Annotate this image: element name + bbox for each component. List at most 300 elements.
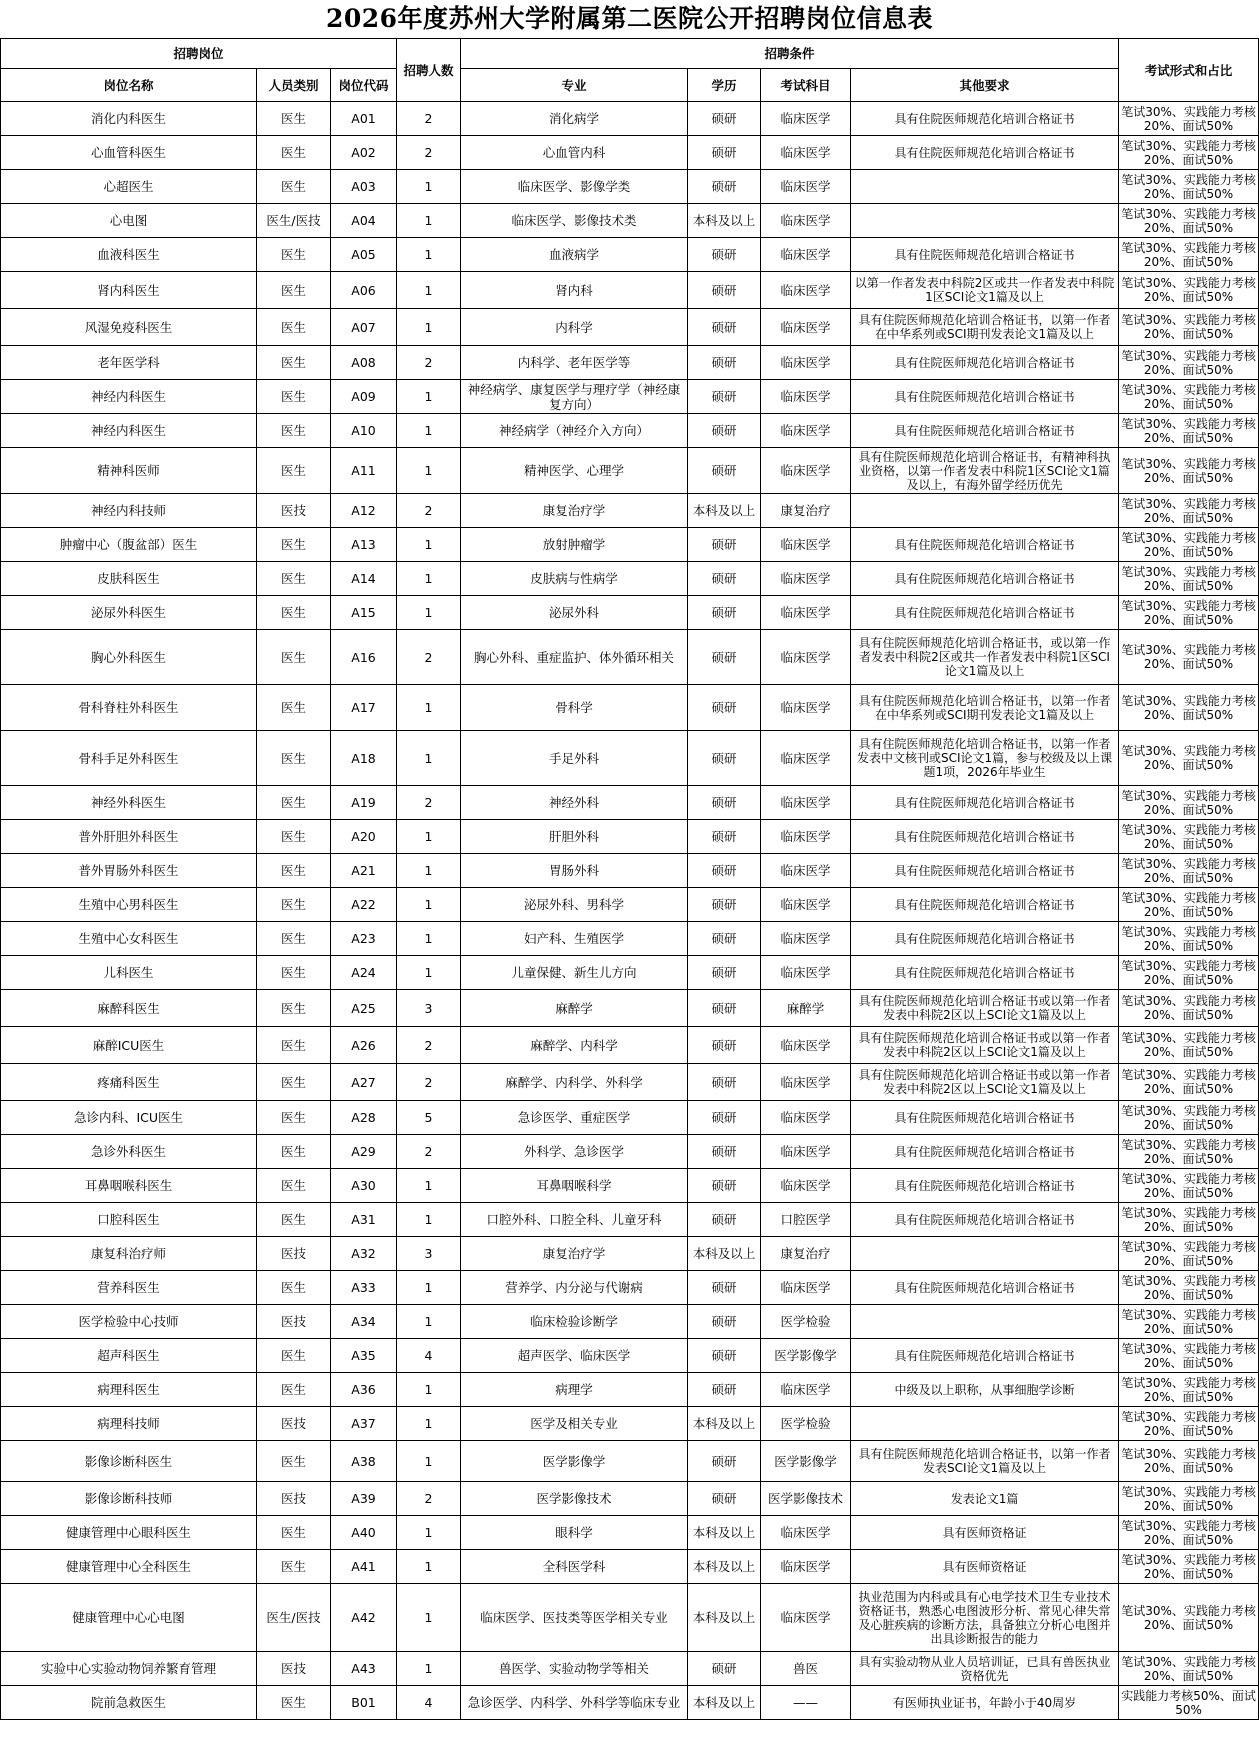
table-row: [1, 448, 1259, 494]
cell-major: 神经病学、康复医学与理疗学（神经康复方向）: [461, 380, 688, 414]
table-row: [1, 1135, 1259, 1169]
cell-exam-subject: 临床医学: [761, 528, 851, 562]
cell-degree: 硕研: [688, 1482, 761, 1516]
table-row: [1, 1407, 1259, 1441]
cell-exam-form: 笔试30%、实践能力考核20%、面试50%: [1119, 1169, 1259, 1203]
cell-other-requirements: 具有医师资格证: [851, 1550, 1119, 1584]
cell-staff-type: 医生: [257, 346, 331, 380]
table-row: [1, 1339, 1259, 1373]
cell-post-code: A11: [331, 448, 397, 494]
table-row: [1, 1441, 1259, 1482]
cell-other-requirements: 具有住院医师规范化培训合格证书: [851, 922, 1119, 956]
cell-degree: 硕研: [688, 1441, 761, 1482]
cell-other-requirements: 具有住院医师规范化培训合格证书: [851, 888, 1119, 922]
cell-count: 1: [397, 528, 461, 562]
cell-staff-type: 医生/医技: [257, 204, 331, 238]
header-group-post: 招聘岗位: [1, 39, 397, 69]
cell-count: 1: [397, 922, 461, 956]
cell-staff-type: 医生: [257, 1339, 331, 1373]
table-row: [1, 272, 1259, 309]
cell-post-name: 麻醉ICU医生: [1, 1027, 257, 1064]
cell-major: 医学影像技术: [461, 1482, 688, 1516]
table-row: [1, 854, 1259, 888]
cell-staff-type: 医生: [257, 990, 331, 1027]
cell-post-name: 心血管科医生: [1, 136, 257, 170]
cell-exam-subject: 康复治疗: [761, 494, 851, 528]
cell-exam-form: 笔试30%、实践能力考核20%、面试50%: [1119, 102, 1259, 136]
cell-staff-type: 医生: [257, 272, 331, 309]
cell-staff-type: 医生: [257, 1686, 331, 1720]
cell-exam-form: 笔试30%、实践能力考核20%、面试50%: [1119, 238, 1259, 272]
cell-exam-subject: 临床医学: [761, 820, 851, 854]
cell-degree: 硕研: [688, 272, 761, 309]
cell-count: 1: [397, 1271, 461, 1305]
cell-exam-subject: 医学影像学: [761, 1339, 851, 1373]
cell-post-name: 泌尿外科医生: [1, 596, 257, 630]
cell-count: 1: [397, 1373, 461, 1407]
cell-major: 妇产科、生殖医学: [461, 922, 688, 956]
cell-other-requirements: 具有住院医师规范化培训合格证书: [851, 820, 1119, 854]
cell-staff-type: 医生: [257, 1169, 331, 1203]
cell-exam-subject: 临床医学: [761, 309, 851, 346]
cell-exam-form: 笔试30%、实践能力考核20%、面试50%: [1119, 685, 1259, 731]
cell-exam-subject: 临床医学: [761, 204, 851, 238]
cell-exam-subject: 临床医学: [761, 854, 851, 888]
cell-count: 1: [397, 238, 461, 272]
cell-degree: 硕研: [688, 238, 761, 272]
cell-exam-subject: 临床医学: [761, 731, 851, 786]
cell-other-requirements: 以第一作者发表中科院2区或共一作者发表中科院1区SCI论文1篇及以上: [851, 272, 1119, 309]
cell-staff-type: 医生: [257, 136, 331, 170]
cell-staff-type: 医生: [257, 380, 331, 414]
cell-degree: 本科及以上: [688, 1407, 761, 1441]
cell-staff-type: 医生: [257, 1441, 331, 1482]
cell-major: 血液病学: [461, 238, 688, 272]
cell-major: 神经病学（神经介入方向）: [461, 414, 688, 448]
cell-post-name: 健康管理中心心电图: [1, 1584, 257, 1652]
cell-count: 1: [397, 1441, 461, 1482]
cell-degree: 硕研: [688, 448, 761, 494]
cell-post-code: A26: [331, 1027, 397, 1064]
cell-other-requirements: 具有医师资格证: [851, 1516, 1119, 1550]
cell-post-name: 心电图: [1, 204, 257, 238]
cell-major: 兽医学、实验动物学等相关: [461, 1652, 688, 1686]
cell-exam-form: 笔试30%、实践能力考核20%、面试50%: [1119, 380, 1259, 414]
cell-exam-form: 笔试30%、实践能力考核20%、面试50%: [1119, 888, 1259, 922]
cell-count: 1: [397, 854, 461, 888]
cell-post-code: A42: [331, 1584, 397, 1652]
cell-post-name: 营养科医生: [1, 1271, 257, 1305]
table-header: [1, 39, 1259, 102]
cell-staff-type: 医生: [257, 820, 331, 854]
cell-exam-form: 笔试30%、实践能力考核20%、面试50%: [1119, 136, 1259, 170]
cell-other-requirements: 具有住院医师规范化培训合格证书: [851, 238, 1119, 272]
cell-major: 精神医学、心理学: [461, 448, 688, 494]
cell-degree: 硕研: [688, 685, 761, 731]
cell-post-code: A10: [331, 414, 397, 448]
cell-staff-type: 医生: [257, 170, 331, 204]
cell-degree: 硕研: [688, 1135, 761, 1169]
cell-count: 1: [397, 1584, 461, 1652]
cell-post-name: 急诊内科、ICU医生: [1, 1101, 257, 1135]
cell-exam-subject: 兽医: [761, 1652, 851, 1686]
cell-post-code: A19: [331, 786, 397, 820]
cell-post-name: 胸心外科医生: [1, 630, 257, 685]
cell-staff-type: 医生: [257, 1516, 331, 1550]
cell-major: 麻醉学: [461, 990, 688, 1027]
cell-degree: 硕研: [688, 1169, 761, 1203]
cell-exam-subject: 临床医学: [761, 414, 851, 448]
table-row: [1, 786, 1259, 820]
cell-exam-form: 笔试30%、实践能力考核20%、面试50%: [1119, 1027, 1259, 1064]
cell-major: 消化病学: [461, 102, 688, 136]
cell-degree: 硕研: [688, 1373, 761, 1407]
cell-count: 1: [397, 1550, 461, 1584]
cell-major: 病理学: [461, 1373, 688, 1407]
cell-degree: 硕研: [688, 1652, 761, 1686]
cell-post-name: 疼痛科医生: [1, 1064, 257, 1101]
table-row: [1, 204, 1259, 238]
cell-post-name: 健康管理中心眼科医生: [1, 1516, 257, 1550]
cell-staff-type: 医生: [257, 562, 331, 596]
cell-exam-subject: 临床医学: [761, 562, 851, 596]
cell-exam-subject: 临床医学: [761, 1135, 851, 1169]
table-row: [1, 888, 1259, 922]
cell-other-requirements: 具有住院医师规范化培训合格证书: [851, 1135, 1119, 1169]
table-row: [1, 922, 1259, 956]
cell-other-requirements: 具有住院医师规范化培训合格证书: [851, 136, 1119, 170]
cell-post-name: 普外胃肠外科医生: [1, 854, 257, 888]
cell-post-code: A37: [331, 1407, 397, 1441]
table-row: [1, 596, 1259, 630]
cell-degree: 硕研: [688, 1027, 761, 1064]
cell-degree: 硕研: [688, 990, 761, 1027]
cell-exam-form: 笔试30%、实践能力考核20%、面试50%: [1119, 1064, 1259, 1101]
cell-post-code: A25: [331, 990, 397, 1027]
cell-count: 1: [397, 448, 461, 494]
cell-post-code: A34: [331, 1305, 397, 1339]
cell-post-code: A13: [331, 528, 397, 562]
cell-major: 临床医学、医技类等医学相关专业: [461, 1584, 688, 1652]
cell-staff-type: 医技: [257, 1482, 331, 1516]
cell-exam-form: 笔试30%、实践能力考核20%、面试50%: [1119, 1373, 1259, 1407]
cell-exam-form: 实践能力考核50%、面试50%: [1119, 1686, 1259, 1720]
table-row: [1, 630, 1259, 685]
cell-exam-subject: 临床医学: [761, 346, 851, 380]
cell-exam-form: 笔试30%、实践能力考核20%、面试50%: [1119, 1237, 1259, 1271]
cell-major: 眼科学: [461, 1516, 688, 1550]
cell-exam-form: 笔试30%、实践能力考核20%、面试50%: [1119, 1101, 1259, 1135]
cell-other-requirements: 具有住院医师规范化培训合格证书: [851, 786, 1119, 820]
cell-count: 1: [397, 380, 461, 414]
table-row: [1, 1064, 1259, 1101]
cell-major: 全科医学科: [461, 1550, 688, 1584]
table-row: [1, 731, 1259, 786]
cell-other-requirements: 具有住院医师规范化培训合格证书，有精神科执业资格，以第一作者发表中科院1区SCI论文1篇及以上，有海外留学经历优先: [851, 448, 1119, 494]
cell-post-code: A31: [331, 1203, 397, 1237]
cell-exam-subject: 临床医学: [761, 1027, 851, 1064]
cell-exam-form: 笔试30%、实践能力考核20%、面试50%: [1119, 1516, 1259, 1550]
cell-exam-subject: 康复治疗: [761, 1237, 851, 1271]
cell-major: 手足外科: [461, 731, 688, 786]
cell-post-name: 普外肝胆外科医生: [1, 820, 257, 854]
table-row: [1, 1237, 1259, 1271]
table-row: [1, 956, 1259, 990]
cell-major: 急诊医学、重症医学: [461, 1101, 688, 1135]
cell-other-requirements: 具有住院医师规范化培训合格证书或以第一作者发表中科院2区以上SCI论文1篇及以上: [851, 1027, 1119, 1064]
cell-exam-form: 笔试30%、实践能力考核20%、面试50%: [1119, 1271, 1259, 1305]
cell-post-name: 病理科医生: [1, 1373, 257, 1407]
cell-post-name: 老年医学科: [1, 346, 257, 380]
cell-exam-subject: 临床医学: [761, 170, 851, 204]
cell-post-code: A01: [331, 102, 397, 136]
cell-staff-type: 医生: [257, 888, 331, 922]
cell-exam-form: 笔试30%、实践能力考核20%、面试50%: [1119, 346, 1259, 380]
cell-degree: 本科及以上: [688, 204, 761, 238]
cell-exam-form: 笔试30%、实践能力考核20%、面试50%: [1119, 448, 1259, 494]
table-row: [1, 136, 1259, 170]
cell-exam-form: 笔试30%、实践能力考核20%、面试50%: [1119, 309, 1259, 346]
cell-count: 4: [397, 1686, 461, 1720]
cell-major: 急诊医学、内科学、外科学等临床专业: [461, 1686, 688, 1720]
cell-count: 1: [397, 731, 461, 786]
table-row: [1, 1203, 1259, 1237]
cell-exam-subject: 临床医学: [761, 596, 851, 630]
cell-exam-form: 笔试30%、实践能力考核20%、面试50%: [1119, 562, 1259, 596]
cell-count: 3: [397, 990, 461, 1027]
cell-exam-subject: 临床医学: [761, 1101, 851, 1135]
cell-post-name: 消化内科医生: [1, 102, 257, 136]
cell-staff-type: 医生: [257, 102, 331, 136]
cell-exam-form: 笔试30%、实践能力考核20%、面试50%: [1119, 1550, 1259, 1584]
cell-major: 超声医学、临床医学: [461, 1339, 688, 1373]
cell-other-requirements: 具有住院医师规范化培训合格证书或以第一作者发表中科院2区以上SCI论文1篇及以上: [851, 990, 1119, 1027]
cell-other-requirements: 具有住院医师规范化培训合格证书: [851, 102, 1119, 136]
cell-other-requirements: [851, 204, 1119, 238]
cell-major: 口腔外科、口腔全科、儿童牙科: [461, 1203, 688, 1237]
cell-exam-subject: 口腔医学: [761, 1203, 851, 1237]
cell-degree: 本科及以上: [688, 1550, 761, 1584]
cell-other-requirements: 具有实验动物从业人员培训证，已具有兽医执业资格优先: [851, 1652, 1119, 1686]
table-row: [1, 238, 1259, 272]
cell-exam-form: 笔试30%、实践能力考核20%、面试50%: [1119, 170, 1259, 204]
cell-exam-subject: 临床医学: [761, 888, 851, 922]
cell-exam-subject: 临床医学: [761, 1064, 851, 1101]
header-post-name: 岗位名称: [1, 69, 257, 102]
cell-degree: 硕研: [688, 854, 761, 888]
cell-major: 内科学: [461, 309, 688, 346]
cell-post-code: A20: [331, 820, 397, 854]
cell-major: 内科学、老年医学等: [461, 346, 688, 380]
cell-count: 1: [397, 170, 461, 204]
cell-degree: 硕研: [688, 309, 761, 346]
cell-post-code: A04: [331, 204, 397, 238]
cell-degree: 硕研: [688, 1101, 761, 1135]
cell-exam-form: 笔试30%、实践能力考核20%、面试50%: [1119, 990, 1259, 1027]
cell-count: 1: [397, 888, 461, 922]
cell-post-name: 生殖中心男科医生: [1, 888, 257, 922]
table-row: [1, 1652, 1259, 1686]
cell-count: 2: [397, 494, 461, 528]
cell-exam-form: 笔试30%、实践能力考核20%、面试50%: [1119, 414, 1259, 448]
cell-degree: 硕研: [688, 956, 761, 990]
cell-post-code: A14: [331, 562, 397, 596]
cell-staff-type: 医生: [257, 414, 331, 448]
cell-post-code: A43: [331, 1652, 397, 1686]
cell-major: 胃肠外科: [461, 854, 688, 888]
cell-count: 1: [397, 596, 461, 630]
table-row: [1, 1305, 1259, 1339]
cell-staff-type: 医生: [257, 630, 331, 685]
cell-staff-type: 医生/医技: [257, 1584, 331, 1652]
cell-count: 2: [397, 1027, 461, 1064]
cell-major: 骨科学: [461, 685, 688, 731]
table-row: [1, 1373, 1259, 1407]
cell-staff-type: 医生: [257, 1550, 331, 1584]
cell-major: 肝胆外科: [461, 820, 688, 854]
cell-post-name: 医学检验中心技师: [1, 1305, 257, 1339]
cell-other-requirements: 具有住院医师规范化培训合格证书或以第一作者发表中科院2区以上SCI论文1篇及以上: [851, 1064, 1119, 1101]
cell-exam-form: 笔试30%、实践能力考核20%、面试50%: [1119, 922, 1259, 956]
cell-count: 1: [397, 204, 461, 238]
cell-post-name: 康复科治疗师: [1, 1237, 257, 1271]
cell-major: 神经外科: [461, 786, 688, 820]
cell-major: 皮肤病与性病学: [461, 562, 688, 596]
cell-post-name: 影像诊断科医生: [1, 1441, 257, 1482]
cell-staff-type: 医生: [257, 786, 331, 820]
cell-staff-type: 医生: [257, 1271, 331, 1305]
cell-major: 医学影像学: [461, 1441, 688, 1482]
cell-exam-form: 笔试30%、实践能力考核20%、面试50%: [1119, 1407, 1259, 1441]
cell-count: 4: [397, 1339, 461, 1373]
cell-other-requirements: [851, 1237, 1119, 1271]
cell-other-requirements: 具有住院医师规范化培训合格证书: [851, 1271, 1119, 1305]
cell-count: 2: [397, 1064, 461, 1101]
cell-post-name: 急诊外科医生: [1, 1135, 257, 1169]
cell-staff-type: 医生: [257, 922, 331, 956]
cell-staff-type: 医技: [257, 494, 331, 528]
cell-post-code: A05: [331, 238, 397, 272]
cell-exam-subject: 临床医学: [761, 630, 851, 685]
cell-post-code: A30: [331, 1169, 397, 1203]
table-row: [1, 562, 1259, 596]
cell-major: 临床检验诊断学: [461, 1305, 688, 1339]
cell-other-requirements: 具有住院医师规范化培训合格证书: [851, 528, 1119, 562]
cell-exam-subject: 临床医学: [761, 136, 851, 170]
cell-exam-subject: 临床医学: [761, 102, 851, 136]
cell-other-requirements: 具有住院医师规范化培训合格证书，以第一作者在中华系列或SCI期刊发表论文1篇及以上: [851, 685, 1119, 731]
header-major: 专业: [461, 69, 688, 102]
cell-exam-subject: 临床医学: [761, 238, 851, 272]
header-post-code: 岗位代码: [331, 69, 397, 102]
table-row: [1, 1169, 1259, 1203]
cell-post-code: A32: [331, 1237, 397, 1271]
cell-degree: 硕研: [688, 562, 761, 596]
table-row: [1, 685, 1259, 731]
cell-exam-subject: 医学检验: [761, 1305, 851, 1339]
table-row: [1, 990, 1259, 1027]
cell-degree: 本科及以上: [688, 1516, 761, 1550]
cell-post-name: 耳鼻咽喉科医生: [1, 1169, 257, 1203]
cell-degree: 硕研: [688, 346, 761, 380]
cell-post-code: A02: [331, 136, 397, 170]
cell-post-code: A15: [331, 596, 397, 630]
cell-degree: 硕研: [688, 922, 761, 956]
cell-exam-subject: 临床医学: [761, 922, 851, 956]
cell-exam-form: 笔试30%、实践能力考核20%、面试50%: [1119, 272, 1259, 309]
cell-other-requirements: 具有住院医师规范化培训合格证书: [851, 854, 1119, 888]
cell-exam-subject: 临床医学: [761, 1169, 851, 1203]
table-row: [1, 309, 1259, 346]
cell-staff-type: 医生: [257, 309, 331, 346]
cell-other-requirements: 具有住院医师规范化培训合格证书: [851, 1169, 1119, 1203]
table-row: [1, 170, 1259, 204]
cell-count: 2: [397, 1135, 461, 1169]
cell-staff-type: 医生: [257, 956, 331, 990]
cell-post-code: A17: [331, 685, 397, 731]
table-row: [1, 1584, 1259, 1652]
cell-count: 1: [397, 685, 461, 731]
cell-post-code: A03: [331, 170, 397, 204]
cell-count: 1: [397, 1516, 461, 1550]
cell-major: 麻醉学、内科学、外科学: [461, 1064, 688, 1101]
cell-degree: 本科及以上: [688, 1237, 761, 1271]
cell-post-name: 神经外科医生: [1, 786, 257, 820]
cell-major: 医学及相关专业: [461, 1407, 688, 1441]
cell-exam-subject: 临床医学: [761, 1373, 851, 1407]
header-group-conditions: 招聘条件: [461, 39, 1119, 69]
cell-post-code: A24: [331, 956, 397, 990]
cell-other-requirements: 具有住院医师规范化培训合格证书: [851, 562, 1119, 596]
cell-exam-form: 笔试30%、实践能力考核20%、面试50%: [1119, 1482, 1259, 1516]
cell-post-name: 影像诊断科技师: [1, 1482, 257, 1516]
cell-major: 营养学、内分泌与代谢病: [461, 1271, 688, 1305]
cell-staff-type: 医生: [257, 731, 331, 786]
cell-post-code: A33: [331, 1271, 397, 1305]
cell-post-code: A16: [331, 630, 397, 685]
cell-post-code: A35: [331, 1339, 397, 1373]
table-row: [1, 820, 1259, 854]
cell-exam-subject: 临床医学: [761, 272, 851, 309]
cell-other-requirements: 具有住院医师规范化培训合格证书，或以第一作者发表中科院2区或共一作者发表中科院1区SCI论文1篇及以上: [851, 630, 1119, 685]
cell-staff-type: 医技: [257, 1652, 331, 1686]
cell-post-code: A08: [331, 346, 397, 380]
cell-major: 康复治疗学: [461, 1237, 688, 1271]
cell-post-name: 院前急救医生: [1, 1686, 257, 1720]
cell-other-requirements: 具有住院医师规范化培训合格证书: [851, 596, 1119, 630]
table-body: [1, 102, 1259, 1720]
cell-exam-form: 笔试30%、实践能力考核20%、面试50%: [1119, 731, 1259, 786]
cell-count: 3: [397, 1237, 461, 1271]
page-title: 2026年度苏州大学附属第二医院公开招聘岗位信息表: [325, 4, 934, 33]
cell-count: 1: [397, 309, 461, 346]
table-row: [1, 494, 1259, 528]
cell-post-code: A06: [331, 272, 397, 309]
table-row: [1, 528, 1259, 562]
cell-post-code: A39: [331, 1482, 397, 1516]
cell-count: 1: [397, 272, 461, 309]
cell-post-name: 骨科脊柱外科医生: [1, 685, 257, 731]
table-row: [1, 414, 1259, 448]
cell-count: 2: [397, 102, 461, 136]
cell-exam-form: 笔试30%、实践能力考核20%、面试50%: [1119, 596, 1259, 630]
cell-other-requirements: 具有住院医师规范化培训合格证书，以第一作者在中华系列或SCI期刊发表论文1篇及以上: [851, 309, 1119, 346]
cell-staff-type: 医技: [257, 1237, 331, 1271]
table-row: [1, 1271, 1259, 1305]
cell-exam-subject: 医学影像技术: [761, 1482, 851, 1516]
cell-staff-type: 医生: [257, 1101, 331, 1135]
cell-post-name: 血液科医生: [1, 238, 257, 272]
